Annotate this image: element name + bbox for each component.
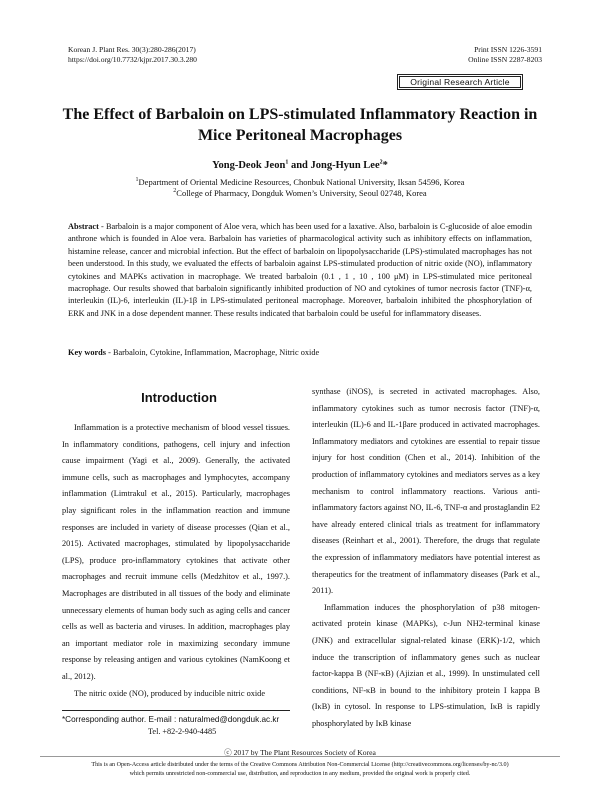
intro-paragraph-3: Inflammation induces the phosphorylation of p38 mitogen-activated protein kinase (MAPKs), c-Jun NH2-terminal kinase (JNK) and extracellular signal-related kinase (ERK)-1/2, which induce the transcription of inflammatory genes such as nuclear factor-kappa B (NF-κB) (Ajizian et al., 1999). In unstimulated cell conditions, NF-κB in bound to the inhibitory protein I kappa B (IκB) in cytosol. In response to LPS-stimulation, IκB is rapidly phosphorylated by IκB kinase — [312, 602, 540, 728]
copyright-line: ⓒ 2017 by The Plant Resources Society of Korea — [224, 748, 376, 757]
affiliation-2-text: College of Pharmacy, Dongduk Women’s University, Seoul 02748, Korea — [176, 188, 427, 198]
author-2: Jong-Hyun Lee — [310, 160, 380, 171]
journal-header — [68, 45, 197, 65]
affiliation-2-mark: 2 — [173, 188, 177, 195]
section-heading-introduction: Introduction — [141, 390, 217, 405]
intro-paragraph-2: The nitric oxide (NO), produced by inducible nitric oxide — [74, 688, 266, 698]
intro-paragraph-2-cont: synthase (iNOS), is secreted in activated macrophages. Also, inflammatory cytokines such as tumor necrosis factor (TNF)-α, interleukin (IL)-6 and IL-1βare produced in activated macrophages. Inflammatory mediators and cytokines are essential to repair tissue injury for host condition (Chen et al., 2014). Inhibition of the production of inflammatory cytokines and mediators serves as a key mechanism to control inflammatory reactions. Various anti-inflammatory factors against NO, IL-6, TNF-α and prostaglandin E2 have already entered clinical trials as treatment for inflammatory diseases (Reinhart et al., 2001). Therefore, the drugs that regulate the expression of inflammatory mediators have potential interest as therapeutics for the treatment of inflammatory diseases (Park et al., 2011). — [312, 387, 540, 596]
corresponding-footnote — [62, 710, 290, 738]
author-1-affil: 1 — [285, 159, 289, 166]
abstract-text: - Barbaloin is a major component of Aloe vera, which has been used for a laxative. Also, barbaloin is C-glucoside of aloe emodin anthrone which is founded in Aloe vera. Barbaloin has varieties of pharmacological activity such as inhibitory effects on inflammation, histamine release, cancer and microbial infection. But the effect of barbaloin on lipopolysaccharide (LPS)-stimulated macrophages has not been understood. In this study, we evaluated the effects of barbaloin against LPS-stimulated production of nitric oxide (NO), inflammatory cytokines and MAPKs activation in macrophage. We treated barbaloin (0.1 , 1 , 10 , 100 μM) in LPS-stimulated mice peritoneal macrophage. Our results showed that barbaloin significantly inhibited production of NO and cytokines of tumor necrosis factor (TNF)-α, interleukin (IL)-6, interleukin (IL)-1β in LPS-stimulated peritoneal macrophage. Moreover, barbaloin inhibited the phosphorylation of ERK and JNK in a dose dependent manner. These results indicated that barbaloin could be useful for inflammatory diseases. — [68, 222, 532, 318]
keywords-text: - Barbaloin, Cytokine, Inflammation, Macrophage, Nitric oxide — [108, 348, 320, 357]
doi-link[interactable]: https://doi.org/10.7732/kjpr.2017.30.3.280 — [68, 55, 197, 64]
corresponding-phone: Tel. +82-2-940-4485 — [148, 727, 217, 736]
affiliation-1-text: Department of Oriental Medicine Resources, Chonbuk National University, Iksan 54596, Korea — [138, 177, 465, 187]
keywords-label: Key words — [68, 348, 107, 357]
license-line-2: which permits unrestricted non-commercial use, distribution, and reproduction in any medium, provided the original work is properly cited. — [129, 770, 471, 777]
affiliations — [60, 177, 540, 199]
keywords — [68, 348, 532, 357]
author-list — [60, 160, 540, 171]
print-issn: Print ISSN 1226-3591 — [474, 45, 542, 54]
online-issn: Online ISSN 2287-8203 — [468, 55, 542, 64]
abstract-label: Abstract — [68, 222, 99, 231]
affiliation-1-mark: 1 — [135, 177, 139, 184]
corresponding-email: *Corresponding author. E-mail : naturalmed@dongduk.ac.kr — [62, 715, 280, 724]
author-joiner: and — [288, 160, 311, 171]
corresponding-star: * — [382, 160, 388, 171]
title-line-2: Mice Peritoneal Macrophages — [197, 127, 403, 144]
right-column — [312, 384, 540, 732]
intro-paragraph-1: Inflammation is a protective mechanism of blood vessel tissues. In inflammatory conditions, pathogens, cell injury and infection cause impairment (Yagi et al., 2009). Generally, the activated immune cells, such as macrophages and lymphocytes, accompany inflammation (Limtrakul et al., 2015). Particularly, macrophages play significant roles in the inflammation reaction and immune responses are included in variety of disease processes (Qian et al., 2015). Activated macrophages, stimulated by lipopolysaccharide (LPS), produce pro-inflammatory cytokines that activate other macrophages and recruit immune cells (Medzhitov et al., 1997.). Macrophages are distributed in all tissues of the body and eliminate unnecessary elements of human body such as aging cells and cancer cells as well as bacteria and viruses. In addition, macrophages play an important mediator role in maximizing secondary immune response by releasing antigen and various cytokines (NamKoong et al., 2012). — [62, 423, 290, 681]
title-line-1: The Effect of Barbaloin on LPS-stimulated Inflammatory Reaction in — [62, 106, 538, 123]
footer-divider — [40, 756, 560, 757]
journal-citation: Korean J. Plant Res. 30(3):280-286(2017) — [68, 45, 196, 54]
article-type-label: Original Research Article — [399, 76, 521, 88]
paper-title — [60, 104, 540, 146]
article-type-badge — [397, 74, 523, 90]
affiliation-1 — [60, 177, 540, 188]
author-1: Yong-Deok Jeon — [212, 160, 286, 171]
license-text — [40, 761, 560, 778]
abstract — [68, 221, 532, 320]
left-column — [62, 420, 290, 702]
author-2-affil: 2 — [379, 159, 383, 166]
affiliation-2 — [60, 188, 540, 199]
issn-header — [468, 45, 542, 65]
license-line-1: This is an Open-Access article distributed under the terms of the Creative Commons Attribution Non-Commercial License (http://creativecommons.org/licenses/by-nc/3.0) — [91, 762, 509, 768]
